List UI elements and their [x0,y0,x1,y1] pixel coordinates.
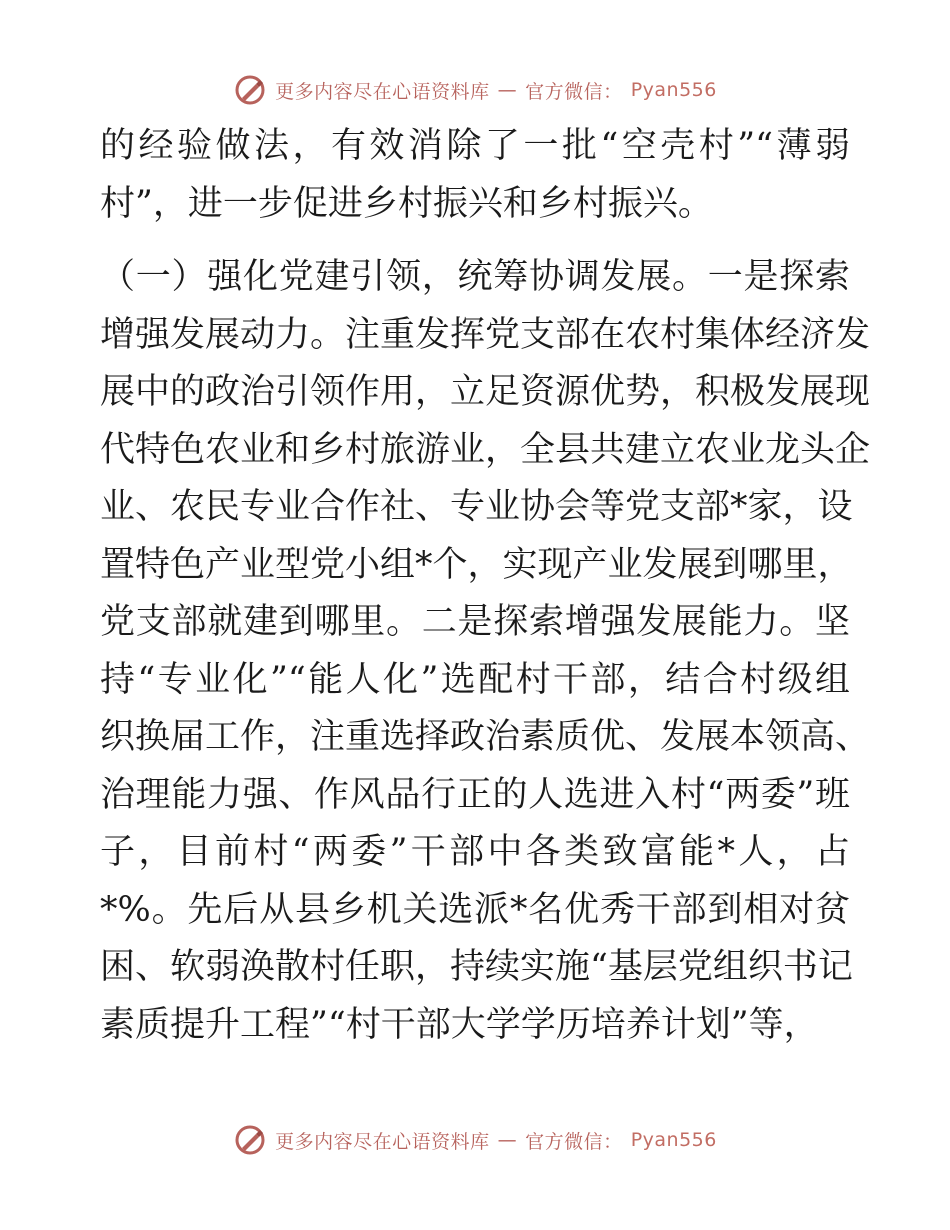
watermark-id: Pyan556 [630,79,717,101]
watermark-label: 官方微信： [525,1130,623,1153]
text-line: 展中的政治引领作用，立足资源优势，积极发展现 [100,372,871,412]
text-line: 治理能力强、作风品行正的人选进入村“两委”班 [100,774,850,815]
watermark-separator: — [497,1129,518,1151]
watermark-text: 更多内容尽在心语资料库 [275,80,490,103]
pen-logo-icon [233,1123,267,1157]
text-line: 增强发展动力。注重发挥党支部在农村集体经济发 [100,314,871,355]
watermark-bottom [0,1120,950,1160]
text-line: 持“专业化”“能人化”选配村干部，结合村级组 [100,659,850,700]
text-line: （一）强化党建引领，统筹协调发展。一是探索 [100,257,850,297]
text-line: 代特色农业和乡村旅游业，全县共建立农业龙头企 [100,429,871,470]
text-line: 党支部就建到哪里。二是探索增强发展能力。坚 [100,602,850,642]
paragraph [100,249,871,1054]
text-line: 子，目前村“两委”干部中各类致富能*人，占 [100,832,850,872]
watermark-label: 官方微信： [525,80,623,103]
watermark-top [0,70,950,110]
text-line: 织换届工作，注重选择政治素质优、发展本领高、 [100,717,871,757]
watermark-text: 更多内容尽在心语资料库 [275,1130,490,1153]
text-line: *%。先后从县乡机关选派*名优秀干部到相对贫 [100,889,850,930]
document-body [100,118,871,1054]
text-line: 素质提升工程”“村干部大学学历培养计划”等， [100,1004,819,1045]
watermark-separator: — [497,79,518,101]
watermark-id: Pyan556 [630,1129,717,1151]
text-line: 的经验做法，有效消除了一批“空壳村”“薄弱 [100,126,850,166]
text-line: 村”，进一步促进乡村振兴和乡村振兴。 [100,183,713,224]
paragraph [100,118,850,233]
pen-logo-icon [233,73,267,107]
text-line: 困、软弱涣散村任职，持续实施“基层党组织书记 [100,947,853,987]
text-line: 业、农民专业合作社、专业协会等党支部*家，设 [100,487,853,527]
text-line: 置特色产业型党小组*个，实现产业发展到哪里， [100,544,853,585]
